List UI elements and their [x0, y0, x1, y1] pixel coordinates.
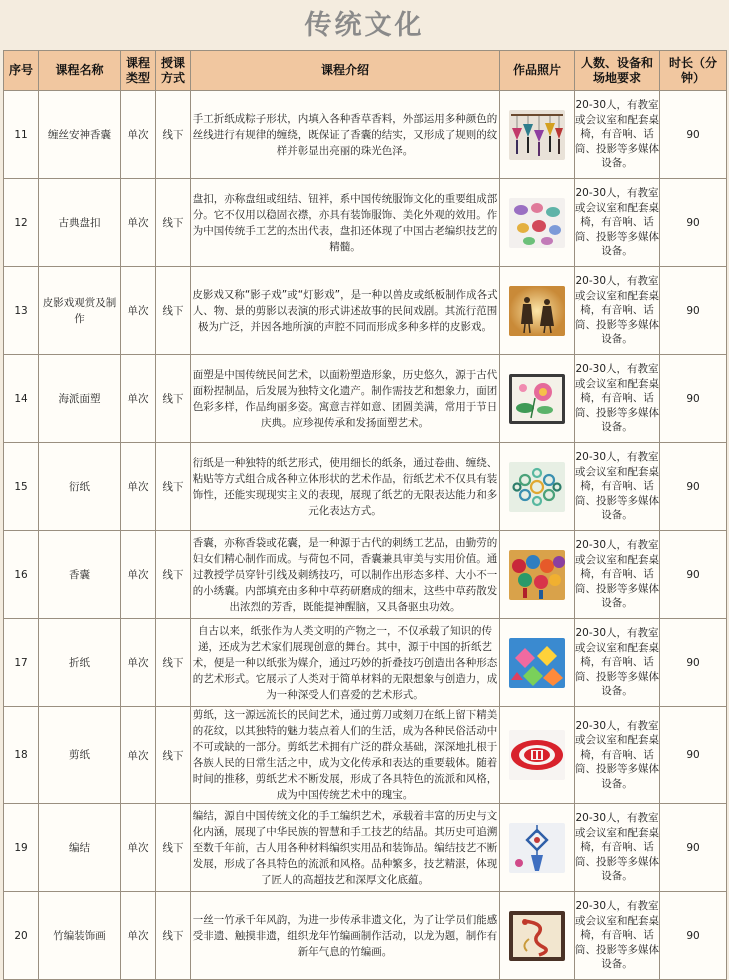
shadow-puppet-photo: [509, 286, 565, 336]
course-type: 单次: [121, 355, 156, 443]
course-intro: 面塑是中国传统民间艺术，以面粉塑造形象，历史悠久，源于古代面粉捏制品，后发展为独特文化遗产。制作需技艺和想象力，面团色彩多样，作品绚丽多姿。寓意吉祥如意、团圆美满，常用于节日庆典。应珍视传承和发扬面塑艺术。: [191, 355, 500, 443]
table-row: [4, 267, 727, 355]
course-name: 古典盘扣: [39, 179, 121, 267]
course-photo-cell: [500, 179, 575, 267]
course-name: 海派面塑: [39, 355, 121, 443]
table-row: [4, 355, 727, 443]
course-mode: 线下: [156, 804, 191, 892]
course-name: 剪纸: [39, 707, 121, 804]
course-intro: 皮影戏又称“影子戏”或“灯影戏”，是一种以兽皮或纸板制作成各式人、物、景的剪影以表演的形式讲述故事的民间戏剧。其流行范围极为广泛，并因各地所演的声腔不同而形成多种多样的皮影戏。: [191, 267, 500, 355]
course-requirements: 20-30人，有教室或会议室和配套桌椅，有音响、话筒、投影等多媒体设备。: [575, 91, 660, 179]
course-duration: 90: [660, 619, 727, 707]
zongzi-sachet-photo: [509, 110, 565, 160]
course-no: 12: [4, 179, 39, 267]
course-duration: 90: [660, 804, 727, 892]
header-mode: 授课方式: [156, 51, 191, 91]
course-type: 单次: [121, 443, 156, 531]
course-mode: 线下: [156, 267, 191, 355]
course-name: 竹编装饰画: [39, 892, 121, 980]
table-row: [4, 91, 727, 179]
course-type: 单次: [121, 531, 156, 619]
course-intro: 衍纸是一种独特的纸艺形式，使用细长的纸条，通过卷曲、缠绕、粘贴等方式组合成各种立体形状的艺术作品，衍纸艺术不仅具有装饰性，还能实现现实主义的表现，展现了纸艺的无限表达能力和多元化表达方式。: [191, 443, 500, 531]
embroidered-sachet-photo: [509, 550, 565, 600]
course-duration: 90: [660, 267, 727, 355]
course-photo-cell: [500, 619, 575, 707]
header-no: 序号: [4, 51, 39, 91]
course-requirements: 20-30人，有教室或会议室和配套桌椅，有音响、话筒、投影等多媒体设备。: [575, 892, 660, 980]
course-type: 单次: [121, 91, 156, 179]
course-duration: 90: [660, 892, 727, 980]
table-row: [4, 443, 727, 531]
course-photo-cell: [500, 355, 575, 443]
course-name: 衍纸: [39, 443, 121, 531]
course-mode: 线下: [156, 707, 191, 804]
title-bar: [0, 0, 729, 44]
course-table: [3, 50, 727, 980]
table-row: [4, 892, 727, 980]
dough-figurine-photo: [509, 374, 565, 424]
bamboo-weaving-photo: [509, 911, 565, 961]
course-name: 缠丝安神香囊: [39, 91, 121, 179]
header-name: 课程名称: [39, 51, 121, 91]
course-intro: 香囊，亦称香袋或花囊，是一种源于古代的刺绣工艺品，由勤劳的妇女们精心制作而成。与荷包不同，香囊兼具审美与实用价值。通过教授学员穿针引线及刺绣技巧，可以制作出形态多样、大小不一的小绣囊。内部填充由多种中草药研磨成的细末，这些中草药散发出浓烈的芳香，既能提神醒脑，又具备驱虫功效。: [191, 531, 500, 619]
course-type: 单次: [121, 619, 156, 707]
course-requirements: 20-30人，有教室或会议室和配套桌椅，有音响、话筒、投影等多媒体设备。: [575, 443, 660, 531]
course-requirements: 20-30人，有教室或会议室和配套桌椅，有音响、话筒、投影等多媒体设备。: [575, 619, 660, 707]
table-header-row: [4, 51, 727, 91]
course-photo-cell: [500, 443, 575, 531]
course-no: 13: [4, 267, 39, 355]
course-duration: 90: [660, 91, 727, 179]
course-no: 16: [4, 531, 39, 619]
table-row: [4, 531, 727, 619]
course-photo-cell: [500, 267, 575, 355]
course-intro: 编结，源自中国传统文化的手工编织艺术，承载着丰富的历史与文化内涵，展现了中华民族的智慧和手工技艺的结晶。其历史可追溯至数千年前，古人用各种材料编织实用品和装饰品。编结技艺不断发展，形成了各具特色的流派和风格。品种繁多，技艺精湛，体现了匠人的高超技艺和深厚文化底蕴。: [191, 804, 500, 892]
course-intro: 剪纸，这一源远流长的民间艺术，通过剪刀或刻刀在纸上留下精美的花纹，以其独特的魅力装点着人们的生活，成为各种民俗活动中不可或缺的一部分。剪纸艺术拥有广泛的群众基础，深深地扎根于各族人民的日常生活之中，成为文化传承和表达的重要载体。随着时间的推移，剪纸艺术不断发展，形成了各具特色的流派和风格，成为中国传统艺术中的瑰宝。: [191, 707, 500, 804]
course-mode: 线下: [156, 619, 191, 707]
course-type: 单次: [121, 707, 156, 804]
course-mode: 线下: [156, 91, 191, 179]
course-duration: 90: [660, 179, 727, 267]
course-intro: 一丝一竹承千年风韵，为进一步传承非遗文化，为了让学员们能感受非遗、触摸非遗，组织龙年竹编画制作活动，以龙为题，制作有新年气息的竹编画。: [191, 892, 500, 980]
course-name: 折纸: [39, 619, 121, 707]
course-photo-cell: [500, 707, 575, 804]
course-no: 15: [4, 443, 39, 531]
course-type: 单次: [121, 892, 156, 980]
course-mode: 线下: [156, 179, 191, 267]
course-requirements: 20-30人，有教室或会议室和配套桌椅，有音响、话筒、投影等多媒体设备。: [575, 804, 660, 892]
course-type: 单次: [121, 179, 156, 267]
knot-photo: [509, 823, 565, 873]
course-name: 皮影戏观赏及制作: [39, 267, 121, 355]
course-intro: 手工折纸成粽子形状，内填入各种香草香料，外部运用多种颜色的丝线进行有规律的缠绕，既保证了香囊的结实，又形成了规则的纹样并彰显出亮丽的珠光色泽。: [191, 91, 500, 179]
course-intro: 盘扣，亦称盘纽或纽结、钮袢，系中国传统服饰文化的重要组成部分。它不仅用以稳固衣襟，亦具有装饰服饰、美化外观的效用。作为中国传统手工艺的杰出代表，盘扣还体现了中国古老编织技艺的精髓。: [191, 179, 500, 267]
course-photo-cell: [500, 892, 575, 980]
header-intro: 课程介绍: [191, 51, 500, 91]
course-no: 18: [4, 707, 39, 804]
header-type: 课程类型: [121, 51, 156, 91]
course-requirements: 20-30人，有教室或会议室和配套桌椅，有音响、话筒、投影等多媒体设备。: [575, 179, 660, 267]
course-duration: 90: [660, 355, 727, 443]
origami-photo: [509, 638, 565, 688]
course-mode: 线下: [156, 892, 191, 980]
course-intro: 自古以来，纸张作为人类文明的产物之一，不仅承载了知识的传递，还成为艺术家们展现创意的舞台。其中，源于中国的折纸艺术，便是一种以纸张为媒介，通过巧妙的折叠技巧创造出各种形态的艺术形式。它展示了人类对于简单材料的无限想象与创造力，成为一种深受人们喜爱的艺术形式。: [191, 619, 500, 707]
course-requirements: 20-30人，有教室或会议室和配套桌椅，有音响、话筒、投影等多媒体设备。: [575, 531, 660, 619]
table-row: [4, 179, 727, 267]
course-mode: 线下: [156, 531, 191, 619]
course-no: 11: [4, 91, 39, 179]
course-duration: 90: [660, 531, 727, 619]
course-no: 20: [4, 892, 39, 980]
course-photo-cell: [500, 531, 575, 619]
frog-button-photo: [509, 198, 565, 248]
paper-cut-photo: [509, 730, 565, 780]
table-row: [4, 707, 727, 804]
course-name: 编结: [39, 804, 121, 892]
course-no: 14: [4, 355, 39, 443]
course-requirements: 20-30人，有教室或会议室和配套桌椅，有音响、话筒、投影等多媒体设备。: [575, 355, 660, 443]
course-requirements: 20-30人，有教室或会议室和配套桌椅，有音响、话筒、投影等多媒体设备。: [575, 267, 660, 355]
course-no: 17: [4, 619, 39, 707]
course-duration: 90: [660, 443, 727, 531]
table-row: [4, 804, 727, 892]
quilling-photo: [509, 462, 565, 512]
course-duration: 90: [660, 707, 727, 804]
course-type: 单次: [121, 267, 156, 355]
course-photo-cell: [500, 91, 575, 179]
header-photo: 作品照片: [500, 51, 575, 91]
course-mode: 线下: [156, 355, 191, 443]
header-duration: 时长（分钟）: [660, 51, 727, 91]
course-no: 19: [4, 804, 39, 892]
course-requirements: 20-30人，有教室或会议室和配套桌椅，有音响、话筒、投影等多媒体设备。: [575, 707, 660, 804]
course-photo-cell: [500, 804, 575, 892]
course-mode: 线下: [156, 443, 191, 531]
table-row: [4, 619, 727, 707]
course-name: 香囊: [39, 531, 121, 619]
course-type: 单次: [121, 804, 156, 892]
header-requirements: 人数、设备和场地要求: [575, 51, 660, 91]
page-title: 传统文化: [304, 9, 425, 41]
